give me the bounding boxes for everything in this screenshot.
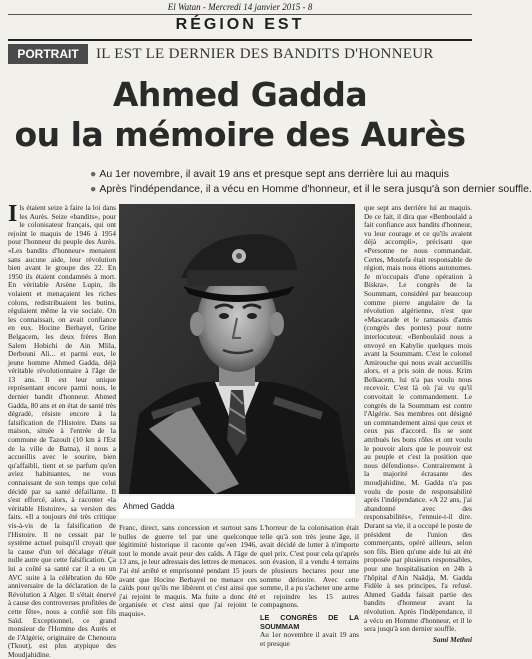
headline-line-1: Ahmed Gadda: [112, 75, 368, 114]
subhead-2: [90, 183, 532, 195]
column-1-text: ls étaient seize à faire la loi dans les Aurès. Seize «bandits», pour le colonisateur français, qui ont rejoint le maquis de 1946 à 1954 pour l'honneur du peuple des Aurès. «Les bandits d'honneur» menaient sans aucune aide, leur révolution bien avant le groupe des 22. En 1950 ils étaient condamnés à mort. En véritable Arsène Lupin, ils volaient et menaçaient les riches colons, redistribuaient les butins, régulaient même la vie sociale. On les connaissait, on avait confiance en eux. Hocine Berhayel, Grine Belgacem, les deux frères Bon Salem Hobichi de Ain Mlila, Derbouni Ali... et parmi eux, le jeune homme Ahmed Gadda, déjà véritable révolutionnaire à l'âge de 13 ans. Il est leur unique représentant encore parmi nous, le dernier bandit d'honneur. Ahmed Gadda, 80 ans et en état de santé très dégradé, résiste encore à la falsification de l'Histoire. Dans sa maison, située à l'entrée de la commune de Tazoult (10 km à l'Est de la ville de Batna), il nous a accueillis avec le sourire, bien qu'affaibli, tient et se parfum qu'en aviez habituantes, ne vous connaissant de son temps que celui décidé par sa santé défaillante. Il s'est efforcé, alors, à raconter «la véritable Histoire», sa version des faits. «Il a toujours été très critique vis-à-vis de la falsification de l'Histoire. Il ne cessait par le système actuel puisqu'il croyait que la cause d'un tel décalage n'était nulle autre que cette falsification. Ça lui a coûté sa santé car il a eu un AVC suite à la célébration du 60e anniversaire de la déclaration de la Révolution à Alger. Il s'était énervé à cause des controverses profitées de cette fête», nous a confié son fils Saïd. Exceptionnel, ce grand monsieur de l'Homme des Aurès et de l'Algérie, originaire de Chenoura (Tkout), est plus atypique des Moudjahidine.: [8, 203, 116, 659]
section-heading: LE CONGRÈS DE LA SOUMMAM: [260, 612, 359, 631]
bullet-icon: ●: [90, 183, 97, 195]
article-column-4: [364, 203, 472, 644]
article-column-3: [260, 523, 359, 648]
column-4-text: que sept ans derrière lui au maquis. De ce fait, il dira que «Benboulaïd a fait confiance aux bandits d'honneur, vu leur courage et ce qu'ils avaient déjà accompli», précisant que «Personne ne nous commandait. Certes, Mostefa était responsable de région, mais nous étions autonomes. Je m'occupais d'une opération à Biskra». Le congrès de la Soummam, considéré par beaucoup comme pierre angulaire de la révolution algérienne, n'est que «Mascarade et le ramassis d'amis (congrès des pontes) pour notre interlocuteur. «Benboulaïd nous a envoyé en Kabylie quelques mois avant la Soummam. C'est le colonel Amirouche qui nous avait accueillis alors, et a pris soin de nous. Krim Belkacem, lui n'a pas voulu nous recevoir. C'est là où j'ai vu qu'il convoitait le commandement. Le congrès de la Soummam est contre l'Algérie. Ses membres ont désigné un commandement ainsi que ceux et ceux pas d'accord. Ils se sont attribués les bons rôles et ont voulu le pouvoir alors que le pouvoir est au peuple et c'est la position que nous défendions». Contrairement à la majorité écrasante des moudjahidine, M. Gadda n'a pas voulu de poste de responsabilité après l'indépendance. «A 22 ans, j'ai abandonné avec des responsabilités», l'ennuie-t-il dire. Durant sa vie, il a occupé le poste de président de l'union des commerçants, opéré ailleurs, selon son fils. Bien qu'une aide lui ait été proposée par plusieurs responsables, pour une hospitalisation en 24h à l'hôpital d'Ain Naâdja, M. Gadda Fidèle à ses principes, l'a refusé. Ahmed Gadda faisait partie des bandits d'honneur avant la révolution. Après l'indépendance, il a vécu en Homme d'honneur, et il le sera jusqu'à son dernier souffle.: [364, 203, 472, 634]
subhead-2-text: Après l'indépendance, il a vécu en Homme d'honneur, et il le sera jusqu'à son dernier souffle.: [99, 183, 532, 195]
kicker-label: PORTRAIT: [8, 44, 88, 64]
masthead: El Watan - Mercredi 14 janvier 2015 - 8: [8, 2, 472, 15]
portrait-image: [119, 204, 355, 494]
subhead-1-text: Au 1er novembre, il avait 19 ans et presque sept ans derrière lui au maquis: [99, 168, 449, 180]
headline-line-2: ou la mémoire des Aurès: [14, 115, 466, 154]
byline: Sami Methni: [432, 634, 472, 644]
kicker-text: IL EST LE DERNIER DES BANDITS D'HONNEUR: [96, 46, 434, 62]
subhead-1: [90, 168, 472, 180]
drop-cap: I: [8, 201, 18, 227]
column-2-text: Franc, direct, sans concession et surtout sans bulles de guerre tel par une quelconque légitimité historique il raconte qu'«en 1946, tout le monde avait peur des caïds. A l'âge de 13 ans, je leur adressais des lettres de menaces. J'ai été arrêté et emprisonné pendant 15 jours avant que Hocine Berhayel ne menace ces caïds pour qu'ils me libèrent et c'est ainsi que j'ai rejoint le maquis. Ma fuite a donc été organisée et c'est ainsi que j'ai rejoint le maquis».: [119, 523, 257, 618]
column-3-section-text: Au 1er novembre il avait 19 ans et presque: [260, 630, 359, 648]
bullet-icon: ●: [90, 168, 97, 180]
column-3-text: L'horreur de la colonisation était telle qu'à son très jeune âge, il avait décidé de lutter à n'importe quel prix. C'est pour cela qu'après son évasion, il a vendu 4 terrains de plusieurs hectares pour une somme dérisoire. Avec cette somme, il a pu s'acheter une arme et rejoindre les 15 autres compagnons.: [260, 523, 359, 610]
section-title: RÉGION EST: [175, 16, 305, 33]
photo-caption: Ahmed Gadda: [119, 496, 355, 518]
article-column-1: [8, 201, 116, 659]
article-column-2: [119, 524, 257, 618]
section-divider: [8, 39, 472, 41]
portrait-photo: [119, 204, 355, 494]
